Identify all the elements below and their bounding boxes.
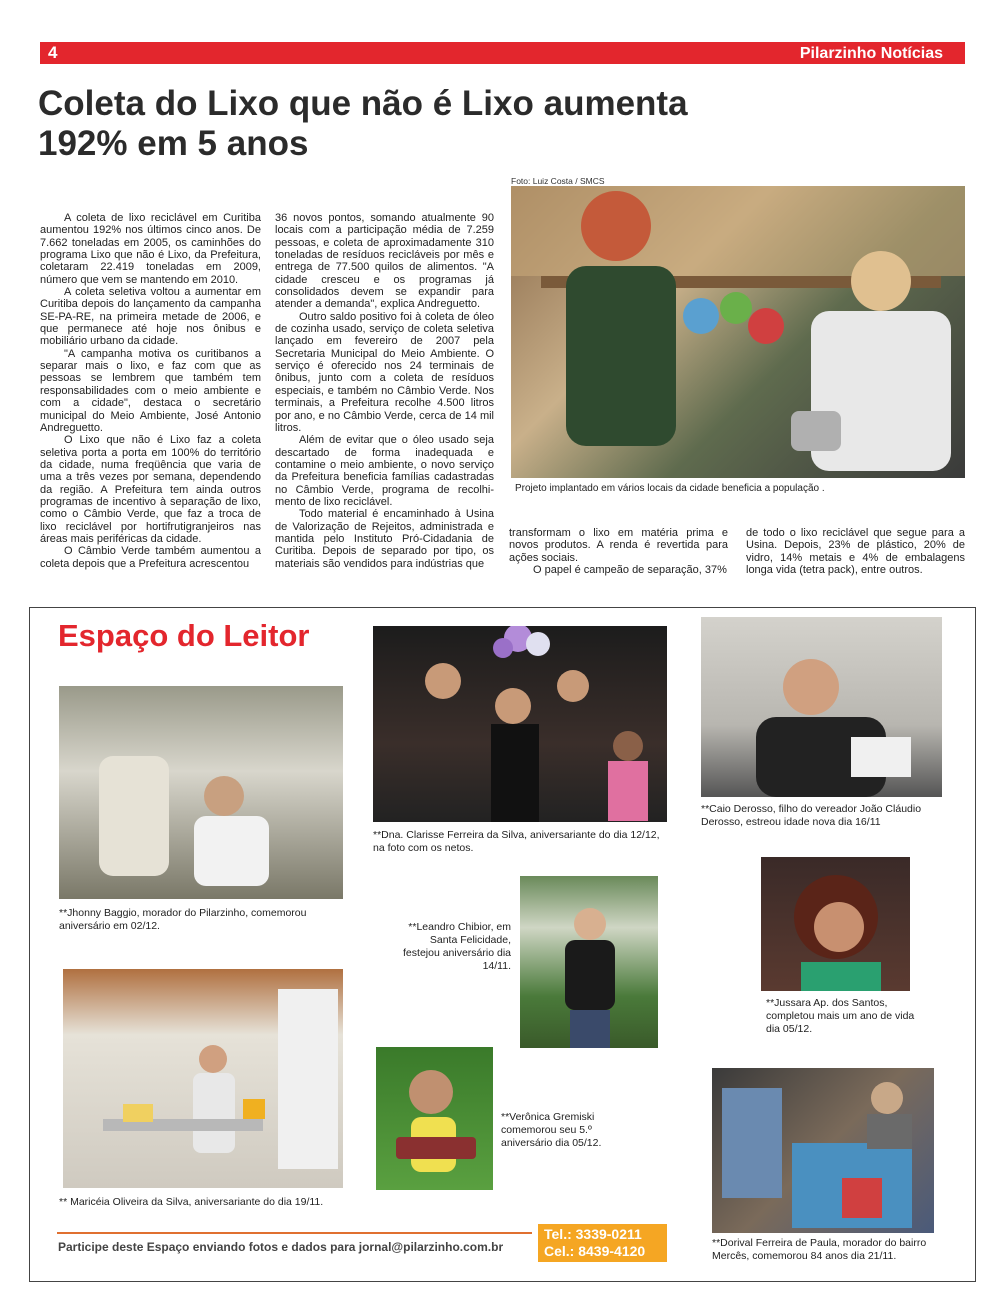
paragraph: A coleta seletiva voltou a aumentar em Curitiba depois do lançamento da campanha SE-PA-RE, na primeira metade de 2006, e que permanece até hoje nos ônibus e mobiliário urbano da cidade. (40, 286, 261, 348)
paragraph: O Câmbio Verde também aumentou a coleta depois que a Prefeitura acrescentou (40, 545, 261, 570)
paragraph: de todo o lixo reciclável que segue para a Usina. Depois, 23% de plástico, 20% de vidro, 14% metais e 4% de embalagens longa vida (tetra pack), entre outros. (746, 527, 965, 577)
reader-space-title: Espaço do Leitor (58, 618, 310, 653)
paragraph: 36 novos pontos, somando atualmente 90 locais com a participação média de 7.259 pessoas, e coleta de aproximadamente 310 toneladas de resíduos recicláveis por mês e entrega de 77.500 quilos de alimentos. "A cidade cresceu e os programas já consolidados devem se expandir para atender a demanda", explica Andreguetto. (275, 212, 494, 311)
jussara-photo-illustration (761, 857, 910, 991)
header-bar (40, 42, 965, 64)
caio-photo (701, 617, 942, 797)
dorival-caption: **Dorival Ferreira de Paula, morador do bairro Mercês, comemorou 84 anos dia 21/11. (712, 1237, 927, 1262)
jussara-photo (761, 857, 910, 991)
caio-caption: **Caio Derosso, filho do vereador João Cláudio Derosso, estreou idade nova dia 16/11 (701, 803, 922, 828)
headline-line-1: Coleta do Lixo que não é Lixo aumenta (38, 84, 688, 123)
paragraph: O papel é campeão de separação, 37% (533, 564, 727, 577)
caio-photo-illustration (701, 617, 942, 797)
article-column-4 (746, 527, 965, 576)
page-number: 4 (48, 43, 58, 62)
recycling-project-photo (511, 186, 965, 478)
jhonny-photo-illustration (59, 686, 343, 899)
article-headline (38, 84, 778, 164)
mariceia-photo-illustration (63, 969, 343, 1188)
paragraph: transformam o lixo em matéria prima e novos produtos. A renda é revertida para ações sociais. (509, 527, 728, 564)
dorival-photo-illustration (712, 1068, 934, 1233)
leandro-photo-illustration (520, 876, 658, 1048)
veronica-photo-illustration (376, 1047, 493, 1190)
article-column-1 (40, 212, 261, 570)
participation-text: Participe deste Espaço enviando fotos e dados para jornal@pilarzinho.com.br (58, 1240, 504, 1254)
veronica-caption: **Verônica Gremiski comemorou seu 5.º aniversário dia 05/12. (501, 1111, 602, 1149)
paragraph: Todo material é encaminhado à Usina de Valorização de Rejeitos, administrada e mantida pelo Instituto Pró-Cidadania de Curitiba. Depois de separado por tipo, os materiais são vendidos para indústrias que (275, 508, 494, 570)
footer-rule (57, 1232, 532, 1234)
mariceia-photo (63, 969, 343, 1188)
jussara-caption: **Jussara Ap. dos Santos, completou mais um ano de vida dia 05/12. (766, 997, 915, 1035)
paragraph: "A campanha motiva os curitibanos a separar mais o lixo, e faz com que as pessoas se lembrem que também tem responsabilidades com o meio ambiente e com a cidade", destaca o secretário municipal do Meio Ambiente, José Antonio Andreguetto. (40, 347, 261, 434)
jhonny-caption: **Jhonny Baggio, morador do Pilarzinho, comemorou aniversário em 02/12. (59, 907, 307, 932)
photo-credit: Foto: Luiz Costa / SMCS (511, 176, 605, 186)
leandro-caption: **Leandro Chibior, em Santa Felicidade, festejou aniversário dia 14/11. (403, 921, 511, 972)
veronica-photo (376, 1047, 493, 1190)
dorival-photo (712, 1068, 934, 1233)
publication-name: Pilarzinho Notícias (799, 45, 943, 62)
leandro-photo (520, 876, 658, 1048)
mariceia-caption: ** Maricéia Oliveira da Silva, aniversariante do dia 19/11. (59, 1196, 324, 1208)
cellphone-number: Cel.: 8439-4120 (544, 1243, 646, 1259)
clarisse-photo (373, 626, 667, 822)
clarisse-caption: **Dna. Clarisse Ferreira da Silva, aniversariante do dia 12/12, na foto com os netos. (373, 829, 660, 854)
telephone-number: Tel.: 3339-0211 (544, 1226, 642, 1242)
clarisse-photo-illustration (373, 626, 667, 822)
paragraph: Além de evitar que o óleo usado seja descartado de forma inadequada e contamine o meio ambiente, o novo serviço da Prefeitura beneficia famílias cadastradas no Câmbio Verde, programa de recolhi-mento de lixo reciclável. (275, 434, 494, 508)
paragraph: O Lixo que não é Lixo faz a coleta seletiva porta a porta em 100% do território da cidade, numa freqüência que varia de uma a três vezes por semana, dependendo da região. A Prefeitura tem ainda outros programas de incentivo à separação de lixo, como o Câmbio Verde, que faz a troca de lixo reciclável por hortifrutigranjeiros nas áreas mais periféricas da cidade. (40, 434, 261, 545)
jhonny-photo (59, 686, 343, 899)
paragraph: Outro saldo positivo foi à coleta de óleo de cozinha usado, serviço de coleta seletiva lançado em fevereiro de 2007 pela Secretaria Municipal do Meio Ambiente. O serviço é oferecido nos 24 terminais de ônibus, junto com a coleta de resíduos especiais, e também no Câmbio Verde. Nos terminais, a Prefeitura recolhe 4.500 litros por ano, e no Câmbio Verde, cerca de 14 mil litros. (275, 310, 494, 434)
article-column-3 (509, 527, 728, 576)
recycling-photo-illustration (511, 186, 965, 478)
paragraph: A coleta de lixo reciclável em Curitiba aumentou 192% nos últimos cinco anos. De 7.662 toneladas em 2005, os caminhões do programa Lixo que não é Lixo, da Prefeitura, coletaram 22.419 toneladas em 2009, número que vem se mantendo em 2010. (40, 212, 261, 286)
contact-box (538, 1224, 667, 1262)
headline-line-2: 192% em 5 anos (38, 124, 309, 163)
article-column-2 (275, 212, 494, 570)
main-photo-caption: Projeto implantado em vários locais da cidade beneficia a população . (515, 483, 825, 494)
